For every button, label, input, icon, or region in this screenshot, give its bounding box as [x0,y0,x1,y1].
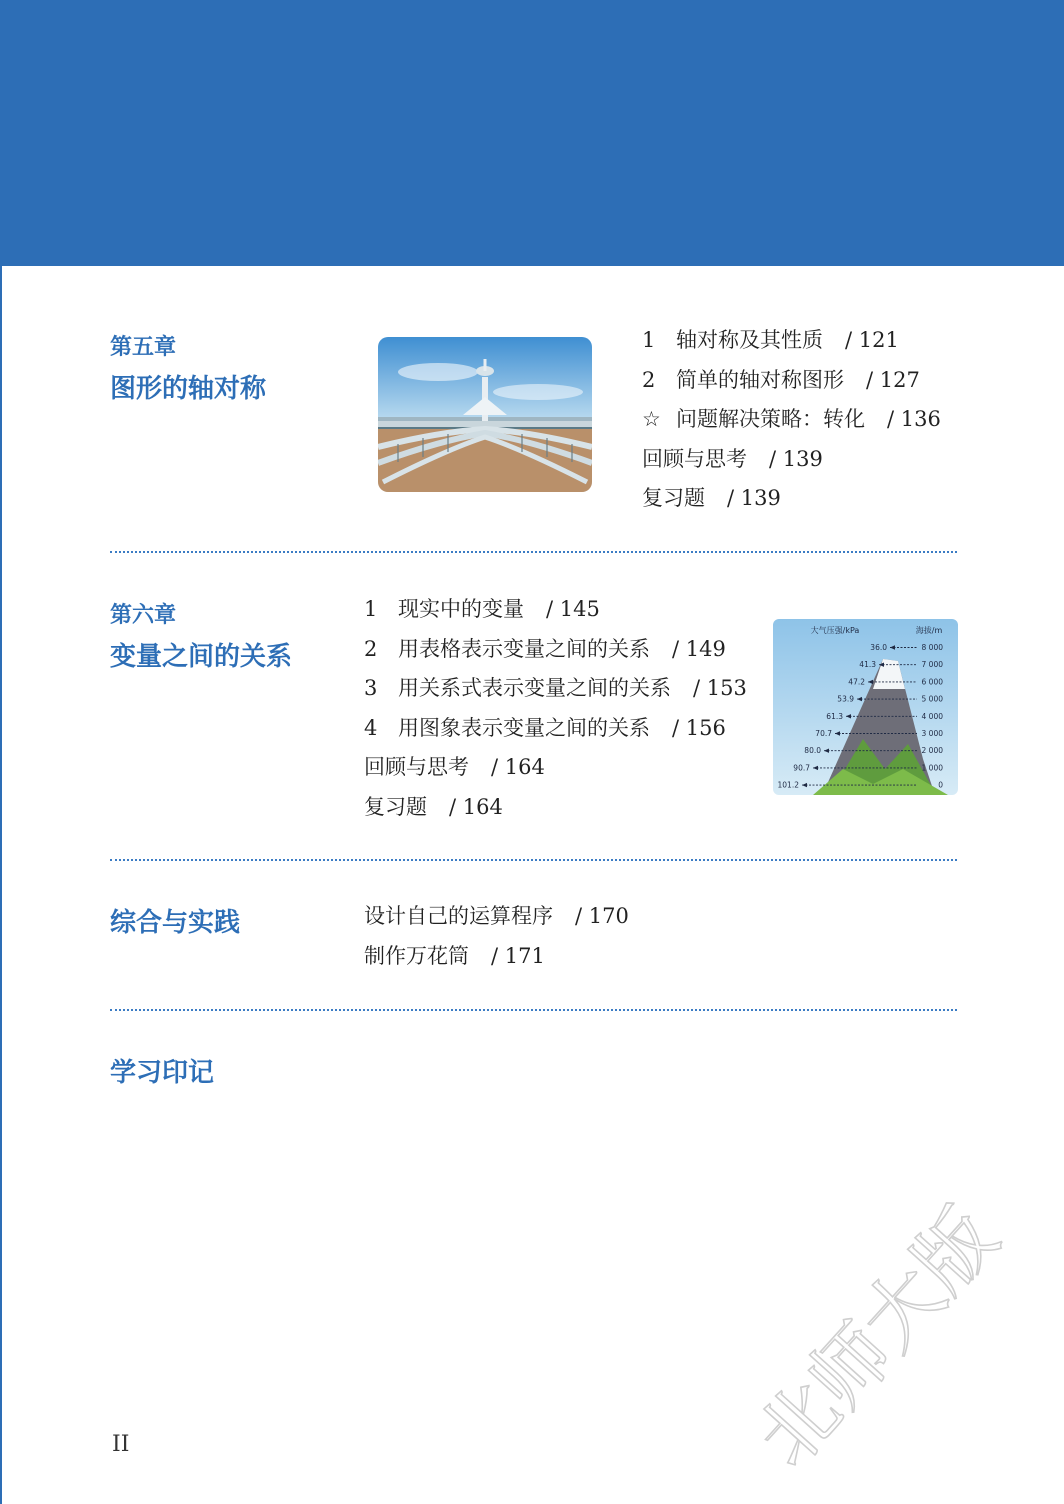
entry-page: / 145 [546,597,600,621]
altitude-label: 3 000 [921,729,943,738]
chapter6-toc-entry[interactable] [364,709,747,749]
section-divider [110,1009,957,1011]
entry-label: 回顾与思考 [364,755,469,779]
altitude-label: 5 000 [921,694,943,704]
left-edge-rule [0,266,2,1504]
chapter5-toc-entry[interactable] [642,321,941,361]
watermark-text: 北师大版 [739,1191,1016,1484]
pressure-label: 101.2 [777,780,799,790]
chapter5-toc [642,321,941,519]
entry-label: 制作万花筒 [364,943,469,968]
practice-toc-entry[interactable] [364,937,629,977]
entry-number: 2 [642,367,656,392]
altitude-label: 0 [938,780,943,790]
entry-page: / 139 [769,446,823,471]
figure-left-header: 大气压强/kPa [810,626,860,635]
entry-label: 用表格表示变量之间的关系 [398,636,650,661]
chapter6-number: 第六章 [110,603,177,628]
entry-page: / 170 [575,904,629,928]
practice-toc [364,897,629,976]
chapter6-toc [364,590,747,827]
pressure-label: 53.9 [837,694,854,704]
entry-page: / 136 [887,407,941,431]
chapter6-toc-entry[interactable] [364,630,747,670]
entry-page: / 156 [672,715,726,740]
pressure-label: 80.0 [804,746,821,756]
pressure-label: 70.7 [815,729,832,738]
altitude-label: 6 000 [921,677,943,687]
entry-label: 用图象表示变量之间的关系 [398,715,650,740]
entry-label: 简单的轴对称图形 [676,367,844,392]
chapter5-toc-entry[interactable] [642,400,941,440]
pressure-label: 61.3 [826,711,843,721]
altitude-label: 1 000 [921,763,943,773]
header-band [0,0,1064,266]
entry-number: 3 [364,676,378,700]
entry-label: 复习题 [642,486,705,510]
notes-title: 学习印记 [110,1058,215,1088]
pressure-label: 47.2 [848,677,865,687]
entry-label: 轴对称及其性质 [676,328,823,352]
entry-label: 问题解决策略：转化 [676,407,865,431]
practice-toc-entry[interactable] [364,897,629,937]
entry-label: 现实中的变量 [398,597,524,621]
section-divider [110,551,957,553]
altitude-label: 4 000 [921,711,943,721]
entry-number: 1 [364,597,378,621]
altitude-label: 7 000 [921,660,943,670]
entry-label: 用关系式表示变量之间的关系 [398,676,671,700]
pressure-altitude-figure [773,619,958,795]
chapter5-toc-entry[interactable] [642,361,941,401]
entry-number: ☆ [642,407,661,431]
entry-page: / 121 [845,328,899,352]
chapter6-toc-entry[interactable] [364,788,747,828]
entry-page: / 164 [491,755,545,779]
entry-page: / 171 [491,943,545,968]
practice-title: 综合与实践 [110,908,241,938]
entry-page: / 127 [866,367,920,392]
pressure-label: 41.3 [859,660,876,670]
entry-number: 1 [642,328,656,352]
pressure-label: 90.7 [793,763,810,773]
chapter5-number: 第五章 [110,335,177,360]
chapter6-toc-entry[interactable] [364,669,747,709]
entry-page: / 153 [693,676,747,700]
chapter5-toc-entry[interactable] [642,479,941,519]
entry-page: / 139 [727,486,781,510]
chapter6-toc-entry[interactable] [364,748,747,788]
entry-number: 4 [364,715,378,740]
chapter6-title: 变量之间的关系 [110,642,293,672]
chapter5-title: 图形的轴对称 [110,374,267,404]
section-divider [110,859,957,861]
entry-page: / 149 [672,636,726,661]
publisher-watermark [722,1180,1062,1500]
altitude-label: 8 000 [921,643,943,652]
entry-label: 复习题 [364,794,427,819]
page-number: II [112,1432,130,1457]
figure-right-header: 海拔/m [915,626,943,635]
chapter6-toc-entry[interactable] [364,590,747,630]
chapter5-toc-entry[interactable] [642,440,941,480]
pressure-label: 36.0 [870,643,887,652]
entry-number: 2 [364,636,378,661]
bridge-photo [378,337,592,492]
altitude-label: 2 000 [921,746,943,756]
entry-label: 设计自己的运算程序 [364,904,553,928]
entry-page: / 164 [449,794,503,819]
entry-label: 回顾与思考 [642,446,747,471]
